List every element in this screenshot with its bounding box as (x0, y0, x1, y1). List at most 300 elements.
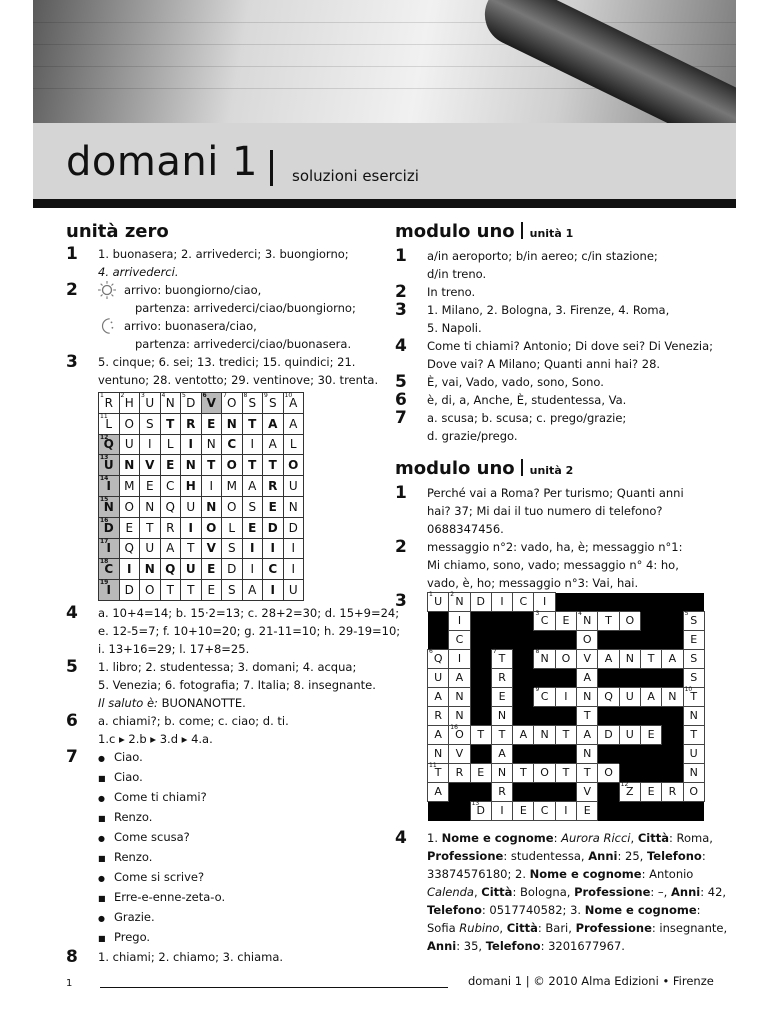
cell-letter: T (434, 766, 442, 779)
cell-letter: U (145, 541, 155, 556)
grid-cell (640, 669, 661, 688)
grid-cell (222, 559, 243, 580)
grid-cell (263, 413, 284, 434)
grid-cell (555, 802, 576, 821)
footer-rule (100, 987, 448, 988)
grid-row (99, 476, 304, 497)
cell-letter: U (434, 671, 443, 684)
cell-letter: Q (604, 690, 613, 703)
cell-letter: E (477, 766, 485, 779)
cell-number: 8 (535, 648, 540, 655)
grid-cell (160, 393, 181, 414)
dialogue-text: Come ti chiami? (114, 789, 207, 804)
answer-label: Il saluto è: (98, 695, 158, 710)
grid-cell (140, 496, 161, 517)
cell-letter: D (288, 520, 298, 535)
grid-cell (140, 455, 161, 476)
cell-letter: R (186, 416, 196, 431)
exercise-number: 6 (66, 710, 78, 731)
grid-cell (577, 612, 598, 631)
cell-letter: U (103, 458, 114, 473)
grid-cell (449, 707, 470, 726)
cell-letter: I (106, 479, 111, 494)
grid-cell (201, 496, 222, 517)
grid-cell (449, 650, 470, 669)
grid-row (99, 496, 304, 517)
grid-cell (181, 434, 202, 455)
cell-letter: R (104, 395, 113, 410)
grid-cell (491, 631, 512, 650)
cell-letter: N (689, 766, 698, 779)
cell-number: 11 (100, 412, 108, 420)
grid-cell (160, 455, 181, 476)
answer-line: Mi chiamo, sono, vado; messaggio n° 4: ho, (427, 558, 679, 572)
cell-letter: T (519, 766, 527, 779)
grid-cell (283, 434, 304, 455)
cell-letter: I (291, 562, 296, 577)
grid-cell (662, 650, 683, 669)
cell-letter: E (583, 804, 591, 817)
cell-number: 16 (100, 516, 109, 524)
cell-letter: C (104, 562, 114, 577)
answer-line: vado, è, ho; messaggio n°3: Vai, hai. (427, 576, 639, 590)
grid-cell (534, 612, 555, 631)
pen-image (474, 0, 736, 123)
grid-cell (201, 559, 222, 580)
cell-letter: A (248, 479, 257, 494)
grid-cell (577, 745, 598, 764)
grid-cell (449, 612, 470, 631)
cell-letter: N (434, 747, 443, 760)
grid-cell (119, 538, 140, 559)
exercise-4-right: 4 1. Nome e cognome: Aurora Ricci, Città: Roma, Professione: studentessa, Anni: 25, Telefono: 33874576180; 2. Nome e cognome: Antonio Calenda, Città: Bologna, Professione: –, Anni: 42, Telefono: 0517740582; 3. Nome e cognome: Sofia Rubino, Città: Bari, Professione: insegnante, Anni: 35, Telefono: 3201677967. (395, 828, 728, 953)
grid-cell (140, 538, 161, 559)
grid-cell (470, 707, 491, 726)
cell-letter: Q (124, 541, 134, 556)
exercise-number: 6 (395, 390, 407, 410)
cell-letter: D (227, 562, 237, 577)
dialogue-line (98, 748, 376, 768)
cell-letter: U (145, 395, 155, 410)
cell-letter: V (206, 395, 216, 410)
cell-letter: E (125, 520, 134, 535)
cell-letter: A (268, 416, 278, 431)
grid-cell (598, 631, 619, 650)
answer-line: Dove vai? A Milano; Quanti anni hai? 28. (427, 357, 661, 371)
grid-cell (662, 631, 683, 650)
cell-letter: T (605, 614, 612, 627)
grid-cell (555, 726, 576, 745)
dialogue-text: Ciao. (114, 769, 143, 784)
exercise (395, 301, 715, 337)
grid-cell (242, 393, 263, 414)
cell-letter: Q (165, 562, 176, 577)
cell-letter: U (625, 728, 634, 741)
grid-row (99, 559, 304, 580)
grid-cell (598, 802, 619, 821)
grid-row (428, 650, 705, 669)
grid-cell (534, 726, 555, 745)
cell-letter: S (227, 541, 236, 556)
grid-cell (263, 476, 284, 497)
cell-letter: I (127, 562, 132, 577)
grid-cell (140, 413, 161, 434)
cell-letter: I (106, 583, 111, 598)
dialogue-line (98, 828, 376, 848)
cell-letter: O (625, 614, 635, 627)
cell-number: 13 (471, 800, 480, 807)
cell-number: 14 (100, 475, 109, 483)
cell-letter: A (647, 690, 655, 703)
cell-letter: T (187, 541, 195, 556)
grid-cell (428, 745, 449, 764)
grid-cell (662, 707, 683, 726)
grid-cell (491, 593, 512, 612)
answer-line: Come ti chiami? Antonio; Di dove sei? Di Venezia; (427, 339, 713, 353)
answer-line: 1. chiami; 2. chiamo; 3. chiama. (98, 949, 284, 964)
cell-letter: I (500, 804, 504, 817)
grid-cell (513, 612, 534, 631)
grid-cell (201, 455, 222, 476)
grid-cell (513, 688, 534, 707)
grid-cell (449, 688, 470, 707)
grid-cell (263, 580, 284, 601)
cell-letter: T (562, 766, 570, 779)
grid-cell (640, 726, 661, 745)
grid-cell (201, 538, 222, 559)
dialogue-text: Prego. (114, 929, 151, 944)
exercise-7 (66, 748, 376, 948)
grid-cell (449, 669, 470, 688)
grid-cell (662, 764, 683, 783)
cell-letter: I (188, 520, 193, 535)
answer-line: arrivo: buongiorno/ciao, (124, 283, 262, 297)
cell-number: 3 (141, 392, 145, 399)
cell-number: 16 (450, 724, 458, 731)
cell-letter: I (188, 437, 193, 452)
grid-cell (222, 517, 243, 538)
cell-letter: N (689, 709, 698, 722)
grid-cell (683, 802, 704, 821)
cell-letter: A (519, 728, 528, 741)
cell-number: 5 (182, 392, 186, 399)
grid-cell (263, 434, 284, 455)
grid-cell (428, 707, 449, 726)
grid-cell (181, 476, 202, 497)
answer-line: 1. buonasera; 2. arrivederci; 3. buongiorno; (98, 247, 349, 261)
cell-letter: N (206, 437, 216, 452)
cell-letter: A (604, 652, 613, 665)
cell-letter: I (209, 479, 214, 494)
page-title: domani 1 (66, 139, 258, 185)
cell-letter: R (668, 785, 677, 798)
cell-letter: V (583, 652, 591, 665)
cell-letter: C (268, 562, 278, 577)
cell-number: 7 (492, 648, 497, 655)
answer-line: ventuno; 28. ventotto; 29. ventinove; 30. trenta. (98, 373, 379, 387)
bullet-icon: ■ (98, 813, 106, 823)
grid-cell (534, 802, 555, 821)
grid-cell (99, 476, 120, 497)
cell-letter: U (124, 437, 134, 452)
grid-cell (428, 764, 449, 783)
grid-cell (99, 434, 120, 455)
grid-cell (513, 631, 534, 650)
grid-cell (428, 612, 449, 631)
exercise-number: 3 (395, 300, 407, 320)
exercise-6 (66, 712, 376, 748)
grid-cell (619, 745, 640, 764)
grid-cell (222, 434, 243, 455)
cell-letter: R (498, 785, 506, 798)
grid-cell (222, 496, 243, 517)
grid-cell (181, 517, 202, 538)
grid-row (428, 707, 705, 726)
exercise-3-crossword (395, 592, 715, 821)
grid-cell (119, 496, 140, 517)
grid-row (99, 413, 304, 434)
dialogue-text: Come si scrive? (114, 869, 205, 884)
grid-cell (428, 669, 449, 688)
grid-cell (470, 612, 491, 631)
grid-cell (242, 413, 263, 434)
cell-letter: U (288, 479, 298, 494)
grid-cell (555, 764, 576, 783)
cell-letter: T (477, 728, 485, 741)
cell-letter: V (206, 541, 216, 556)
grid-cell (428, 631, 449, 650)
grid-cell (640, 764, 661, 783)
grid-row (428, 631, 705, 650)
grid-cell (201, 517, 222, 538)
cell-letter: D (267, 520, 278, 535)
answer-line: 1. libro; 2. studentessa; 3. domani; 4. acqua; (98, 659, 357, 674)
grid-cell (513, 764, 534, 783)
cell-letter: L (289, 437, 297, 452)
exercise (395, 484, 715, 538)
cell-letter: I (250, 437, 255, 452)
cell-letter: S (690, 652, 698, 665)
cell-letter: T (207, 458, 216, 473)
grid-cell (449, 631, 470, 650)
grid-cell (491, 745, 512, 764)
cell-letter: D (186, 395, 196, 410)
grid-cell (160, 476, 181, 497)
grid-row (428, 593, 705, 612)
exercise-number: 2 (66, 280, 78, 300)
cell-number: 17 (100, 537, 109, 545)
grid-cell (555, 631, 576, 650)
grid-cell (598, 726, 619, 745)
cell-number: 3 (535, 610, 540, 617)
grid-cell (640, 745, 661, 764)
grid-cell (513, 802, 534, 821)
grid-cell (222, 455, 243, 476)
cell-letter: C (227, 437, 237, 452)
cell-letter: O (124, 416, 134, 431)
grid-cell (555, 650, 576, 669)
grid-cell (99, 413, 120, 434)
grid-cell (140, 434, 161, 455)
cell-letter: N (145, 499, 155, 514)
grid-cell (181, 496, 202, 517)
cell-letter: V (145, 458, 155, 473)
grid-cell (619, 707, 640, 726)
cell-number: 5 (684, 610, 689, 617)
grid-cell (640, 688, 661, 707)
grid-cell (222, 413, 243, 434)
grid-cell (683, 764, 704, 783)
cell-letter: U (625, 690, 634, 703)
cell-number: 12 (620, 781, 629, 788)
sun-icon (98, 281, 116, 299)
cell-letter: E (519, 804, 527, 817)
dialogue-line (98, 848, 376, 868)
cell-letter: H (185, 479, 196, 494)
exercise-number: 4 (395, 336, 407, 356)
grid-cell (683, 631, 704, 650)
cell-number: 13 (100, 454, 109, 462)
bullet-icon: ● (98, 833, 105, 843)
dialogue-line (98, 788, 376, 808)
grid-cell (160, 496, 181, 517)
exercise-8 (66, 948, 376, 966)
cell-letter: T (690, 690, 698, 703)
grid-cell (119, 517, 140, 538)
dialogue-text: Erre-e-enne-zeta-o. (114, 889, 226, 904)
left-column (66, 221, 401, 967)
cell-letter: A (583, 671, 591, 684)
crossword-grid (427, 592, 705, 821)
cell-letter: O (455, 728, 464, 741)
grid-cell (242, 538, 263, 559)
cell-letter: R (498, 671, 506, 684)
grid-cell (491, 707, 512, 726)
grid-cell (662, 726, 683, 745)
grid-cell (683, 612, 704, 631)
cell-letter: E (166, 458, 175, 473)
grid-cell (263, 517, 284, 538)
footer-credit: domani 1 | © 2010 Alma Edizioni • Firenze (468, 974, 714, 988)
grid-cell (283, 538, 304, 559)
grid-cell (491, 688, 512, 707)
grid-cell (662, 593, 683, 612)
cell-letter: T (690, 728, 698, 741)
grid-cell (577, 783, 598, 802)
cell-letter: A (166, 541, 175, 556)
exercise-number: 4 (395, 828, 407, 848)
page-number: 1 (66, 978, 73, 989)
cell-letter: I (147, 437, 152, 452)
answer-line: a. chiami?; b. come; c. ciao; d. ti. (98, 713, 289, 728)
grid-row (428, 612, 705, 631)
grid-cell (140, 559, 161, 580)
section-heading: modulo uno unità 1 (395, 221, 574, 242)
grid-row (428, 688, 705, 707)
grid-cell (683, 783, 704, 802)
grid-cell (619, 612, 640, 631)
grid-cell (470, 631, 491, 650)
exercise (395, 337, 715, 373)
exercise-number: 4 (66, 602, 78, 623)
cell-letter: S (248, 499, 257, 514)
cell-letter: A (668, 652, 677, 665)
grid-cell (534, 707, 555, 726)
grid-row (99, 580, 304, 601)
grid-cell (534, 764, 555, 783)
cell-number: 7 (223, 392, 227, 399)
cell-number: 4 (578, 610, 582, 617)
cell-number: 8 (243, 392, 248, 399)
grid-cell (449, 726, 470, 745)
cell-letter: D (103, 520, 114, 535)
grid-cell (598, 707, 619, 726)
grid-cell (534, 745, 555, 764)
grid-cell (683, 593, 704, 612)
dialogue-line (98, 888, 376, 908)
answer-line: BUONANOTTE. (157, 695, 246, 710)
cell-number: 10 (284, 392, 293, 399)
cell-letter: U (288, 583, 298, 598)
grid-cell (119, 476, 140, 497)
grid-cell (598, 783, 619, 802)
cell-number: 12 (100, 433, 109, 441)
cell-number: 9 (264, 392, 268, 399)
bullet-icon: ● (98, 913, 105, 923)
grid-cell (555, 707, 576, 726)
answer-line: è, di, a, Anche, È, studentessa, Va. (427, 393, 627, 407)
dialogue-line (98, 908, 376, 928)
cell-letter: M (124, 479, 135, 494)
grid-cell (222, 393, 243, 414)
grid-cell (619, 688, 640, 707)
grid-cell (140, 393, 161, 414)
cell-number: 6 (429, 648, 433, 655)
grid-cell (242, 580, 263, 601)
grid-cell (99, 517, 120, 538)
grid-cell (619, 802, 640, 821)
cell-letter: T (248, 416, 257, 431)
grid-cell (598, 612, 619, 631)
grid-cell (160, 413, 181, 434)
grid-cell (181, 455, 202, 476)
cell-letter: L (105, 416, 113, 431)
grid-cell (640, 612, 661, 631)
grid-row (428, 669, 705, 688)
cell-letter: N (226, 416, 237, 431)
cell-letter: E (498, 690, 506, 703)
grid-cell (555, 669, 576, 688)
exercise-number: 7 (66, 746, 78, 767)
grid-cell (263, 393, 284, 414)
grid-cell (534, 783, 555, 802)
cell-number: 9 (535, 686, 540, 693)
cell-letter: N (625, 652, 634, 665)
cell-number: 15 (100, 495, 109, 503)
grid-cell (491, 764, 512, 783)
dialogue-line (98, 928, 376, 948)
cell-letter: D (604, 728, 613, 741)
dialogue-line (98, 808, 376, 828)
dialogue-text: Grazie. (114, 909, 155, 924)
grid-cell (449, 745, 470, 764)
grid-cell (428, 726, 449, 745)
cell-letter: E (207, 416, 216, 431)
cell-letter: A (434, 690, 442, 703)
answer-line: 0688347456. (427, 522, 504, 536)
exercise (395, 283, 715, 301)
cell-letter: N (583, 747, 592, 760)
